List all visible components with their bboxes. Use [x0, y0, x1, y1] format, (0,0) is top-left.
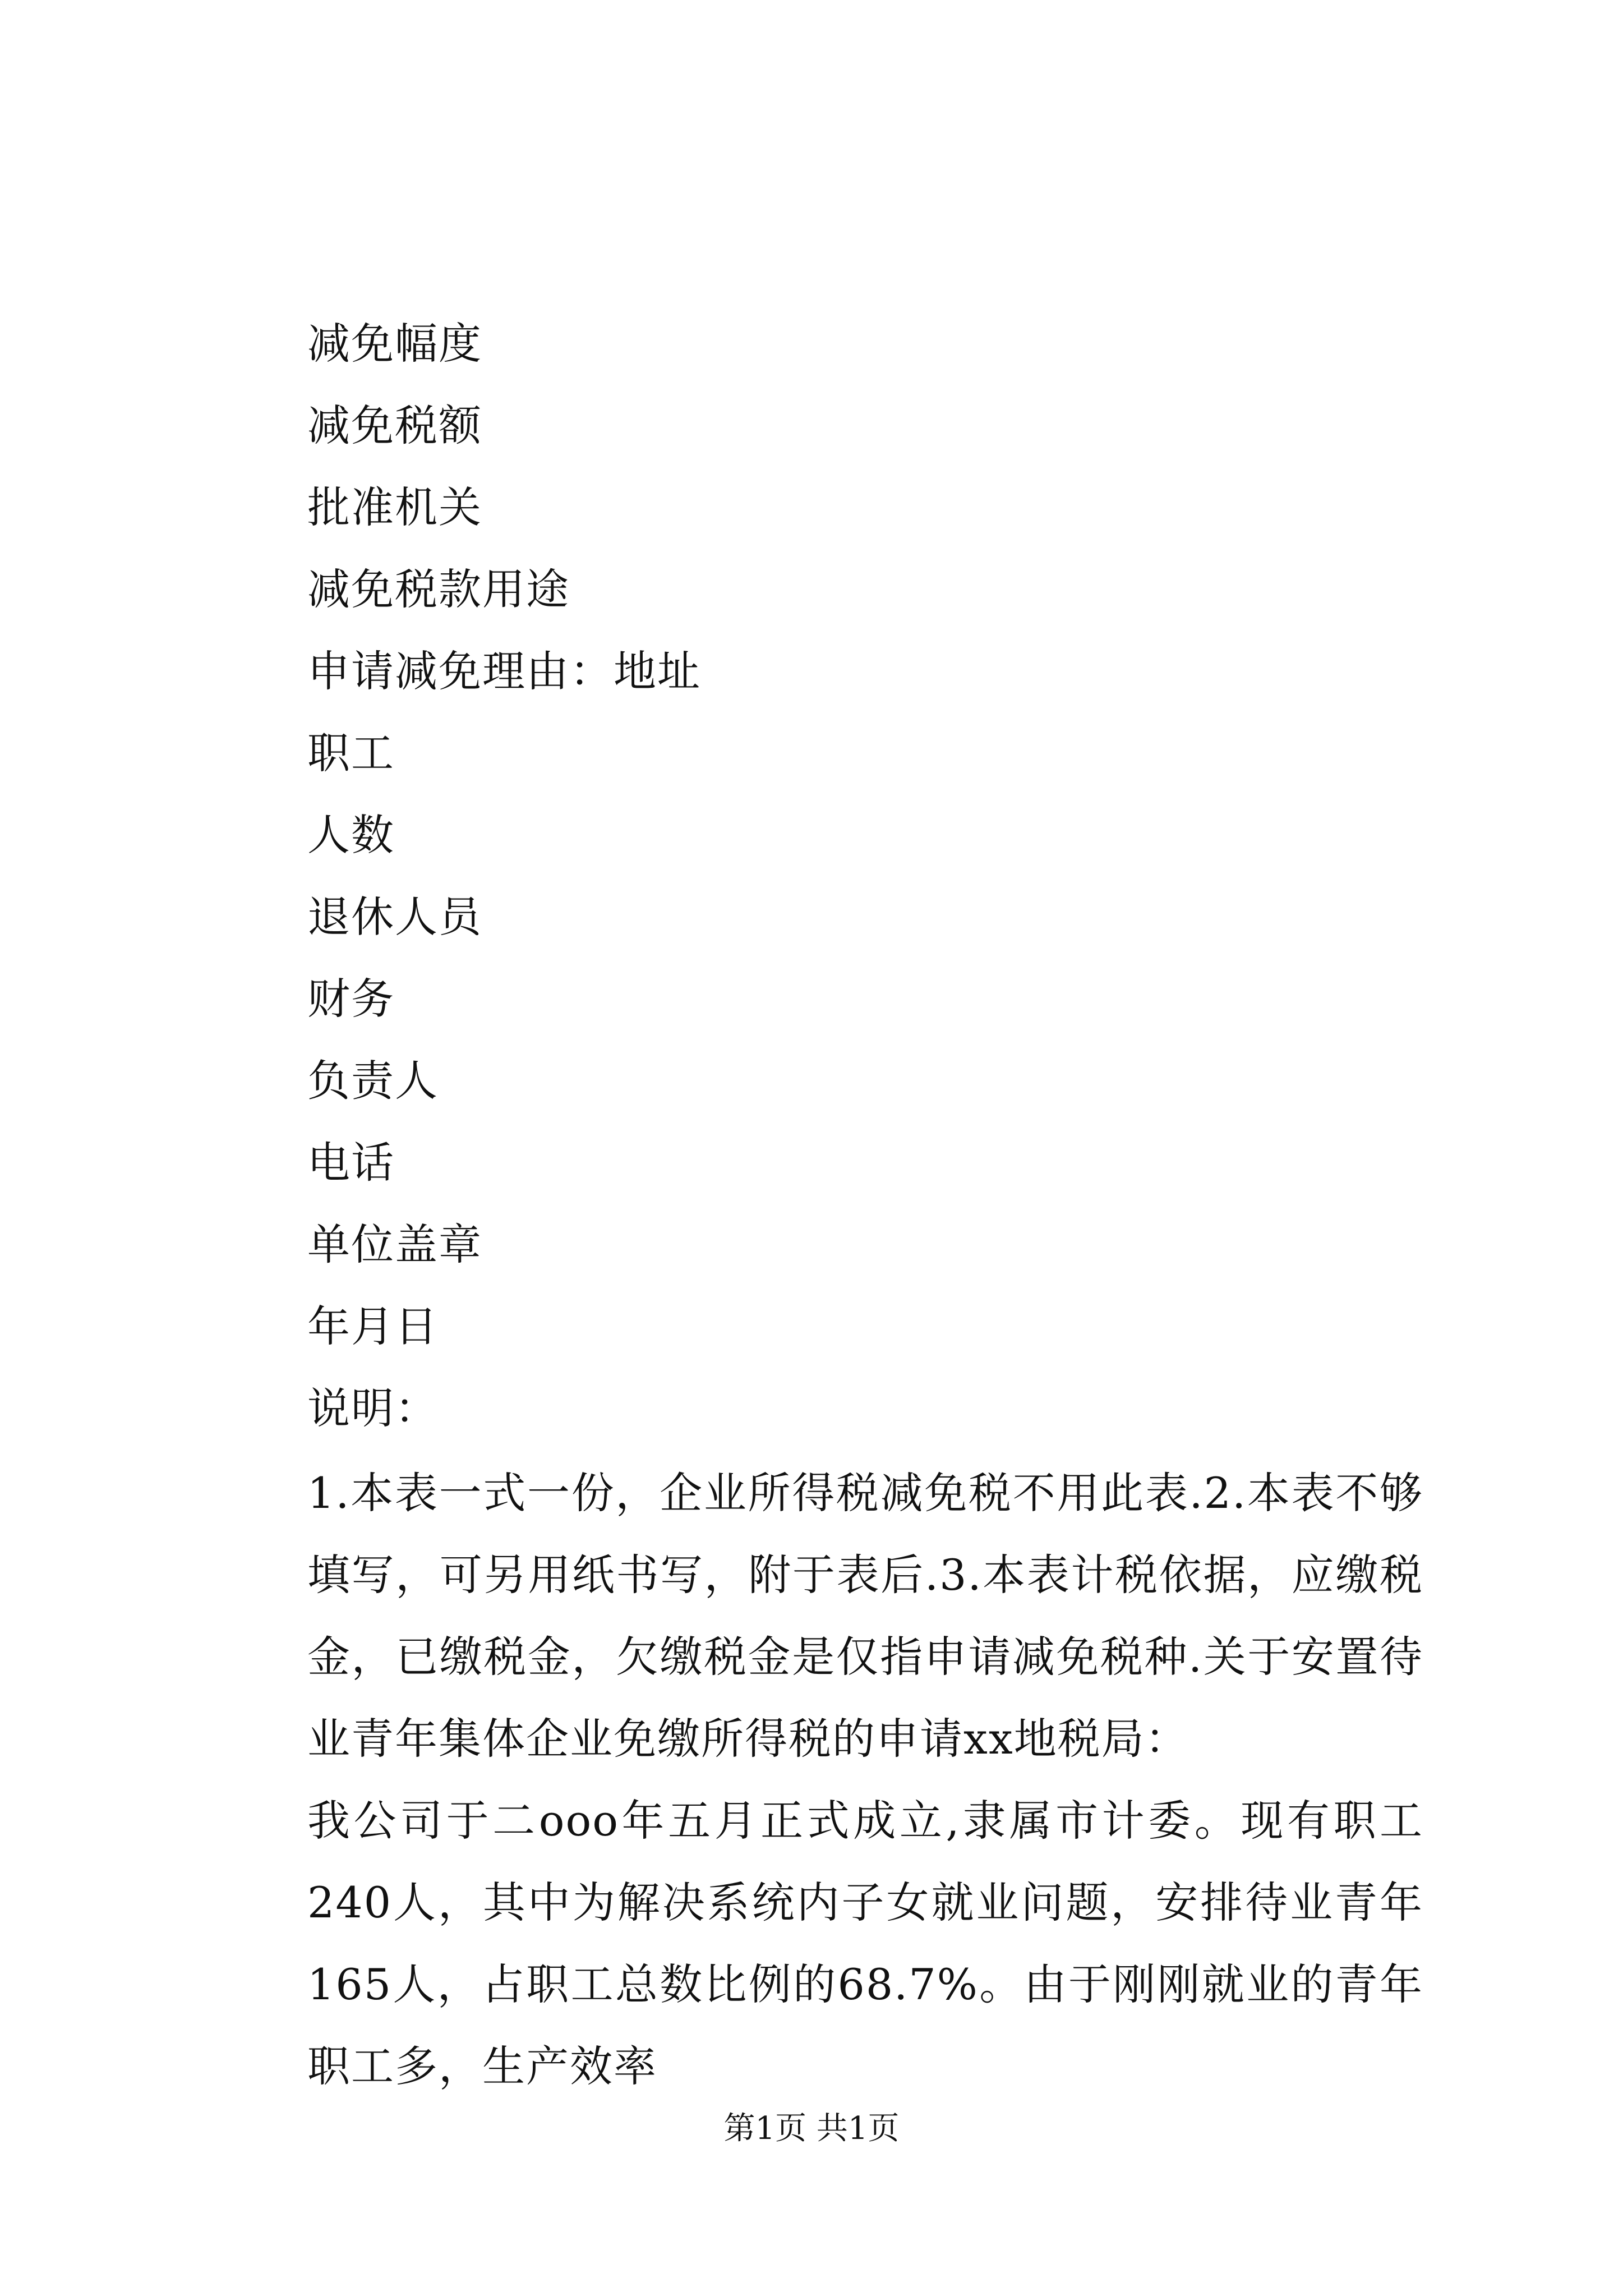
field-line: 说明：: [307, 1383, 439, 1433]
field-line: 年月日: [307, 1301, 439, 1351]
field-line: 减免税款用途: [307, 564, 570, 614]
field-line: 电话: [307, 1138, 395, 1188]
field-line: 财务: [307, 974, 395, 1024]
field-line: 批准机关: [307, 482, 482, 532]
field-line: 单位盖章: [307, 1220, 482, 1269]
field-line: 减免幅度: [307, 319, 482, 369]
page-footer: 第1页 共1页: [723, 2110, 900, 2147]
field-line: 人数: [307, 810, 395, 860]
field-line: 申请减免理由：地址: [307, 646, 701, 696]
field-line: 减免税额: [307, 401, 482, 450]
field-line: 退休人员: [307, 892, 482, 942]
notes-paragraph: [307, 1452, 1423, 1780]
form-field-list: [307, 303, 1429, 1450]
field-line: 负责人: [307, 1056, 439, 1106]
notes-text: 1.本表一式一份，企业所得税减免税不用此表.2.本表不够填写，可另用纸书写，附于表后.3.本表计税依据，应缴税金，已缴税金，欠缴税金是仅指申请减免税种.关于安置待业青年集体企业免缴所得税的申请xx地税局：: [307, 1468, 1423, 1764]
body-paragraph: [307, 1780, 1423, 2108]
field-line: 职工: [307, 728, 395, 778]
body-text: 我公司于二ooo年五月正式成立,隶属市计委。现有职工240人，其中为解决系统内子女就业问题，安排待业青年165人，占职工总数比例的68.7%。由于刚刚就业的青年职工多，生产效率: [307, 1796, 1423, 2091]
